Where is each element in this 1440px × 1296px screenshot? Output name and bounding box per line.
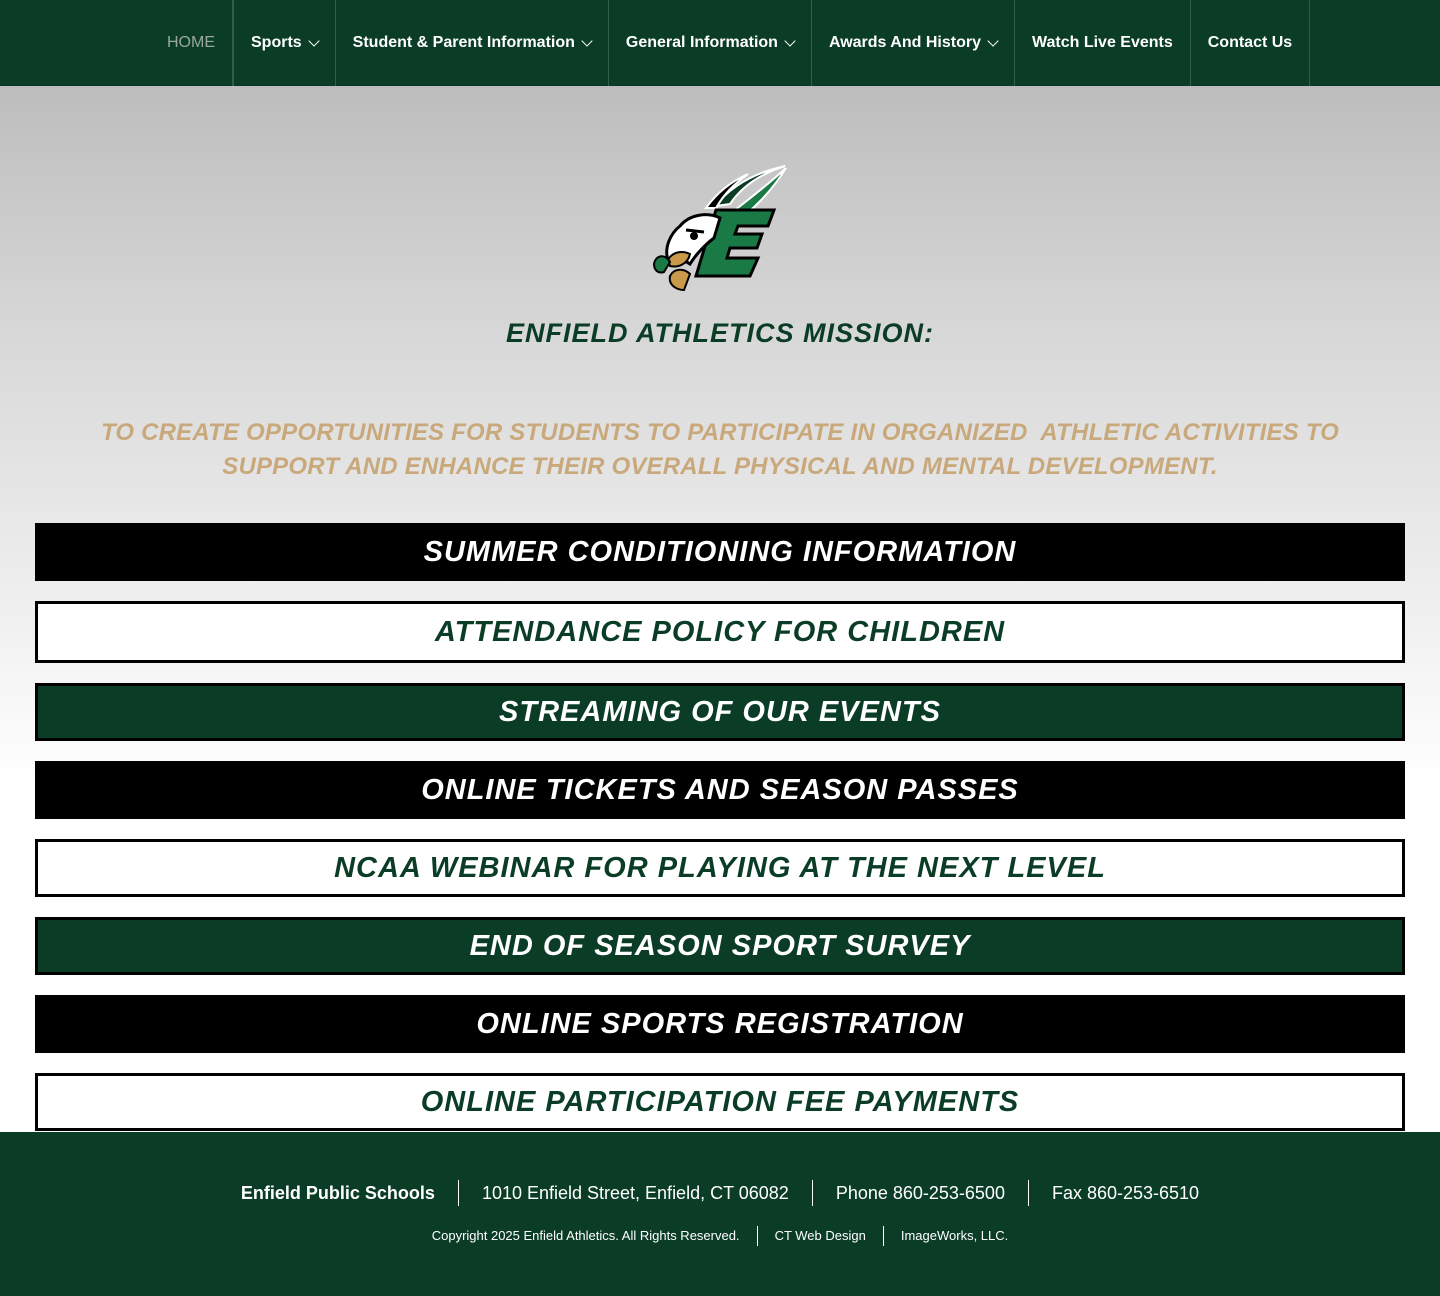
footer-link-imageworks[interactable]: ImageWorks, LLC. xyxy=(900,1228,1009,1243)
footer-link-ct-web-design[interactable]: CT Web Design xyxy=(758,1226,884,1246)
nav-item-label: Contact Us xyxy=(1207,34,1293,51)
nav-item-label: Sports xyxy=(251,34,302,51)
button-label: ONLINE TICKETS AND SEASON PASSES xyxy=(421,773,1019,806)
footer-address: 1010 Enfield Street, Enfield, CT 06082 xyxy=(459,1180,813,1206)
nav-item-label: Watch Live Events xyxy=(1031,34,1173,51)
summer-conditioning-button[interactable] xyxy=(35,523,1405,581)
nav-item-watch-live-events[interactable] xyxy=(1015,0,1191,86)
button-label: ONLINE SPORTS REGISTRATION xyxy=(476,1007,964,1040)
nav-item-label: Awards And History xyxy=(828,34,981,51)
chevron-down-icon xyxy=(308,35,319,46)
nav-item-awards-and-history[interactable] xyxy=(812,0,1015,86)
footer-org-name: Enfield Public Schools xyxy=(218,1180,459,1206)
button-label: ATTENDANCE POLICY FOR CHILDREN xyxy=(434,615,1006,648)
mission-statement xyxy=(40,416,1400,484)
attendance-policy-button[interactable] xyxy=(35,601,1405,663)
button-label: NCAA WEBINAR FOR PLAYING AT THE NEXT LEVEL xyxy=(334,851,1106,884)
footer-phone[interactable]: Phone 860-253-6500 xyxy=(813,1180,1029,1206)
top-navigation xyxy=(0,0,1440,86)
nav-item-sports[interactable] xyxy=(233,0,336,86)
footer-fax: Fax 860-253-6510 xyxy=(1051,1183,1200,1203)
nav-item-general-information[interactable] xyxy=(609,0,812,86)
streaming-events-button[interactable] xyxy=(35,683,1405,741)
footer-copyright: Copyright 2025 Enfield Athletics. All Rights Reserved. xyxy=(415,1226,758,1246)
nav-item-label: Student & Parent Information xyxy=(352,34,575,51)
chevron-down-icon xyxy=(987,35,998,46)
mission-line: TO CREATE OPPORTUNITIES FOR STUDENTS TO PARTICIPATE IN ORGANIZED ATHLETIC ACTIVITIES TO xyxy=(100,419,1340,446)
button-label: STREAMING OF OUR EVENTS xyxy=(499,695,941,728)
nav-item-label: General Information xyxy=(625,34,778,51)
mission-title: ENFIELD ATHLETICS MISSION: xyxy=(506,318,934,348)
site-footer xyxy=(0,1132,1440,1296)
ncaa-webinar-button[interactable] xyxy=(35,839,1405,897)
online-tickets-button[interactable] xyxy=(35,761,1405,819)
participation-fee-payments-button[interactable] xyxy=(35,1073,1405,1131)
nav-item-home[interactable] xyxy=(150,0,233,86)
footer-copyright-row xyxy=(0,1226,1440,1246)
nav-item-student-parent-information[interactable] xyxy=(336,0,609,86)
enfield-eagle-logo-icon xyxy=(650,164,790,298)
nav-item-contact-us[interactable] xyxy=(1191,0,1310,86)
button-label: END OF SEASON SPORT SURVEY xyxy=(469,929,971,962)
nav-list xyxy=(150,0,1310,86)
online-sports-registration-button[interactable] xyxy=(35,995,1405,1053)
mission-line: SUPPORT AND ENHANCE THEIR OVERALL PHYSICAL AND MENTAL DEVELOPMENT. xyxy=(222,453,1218,480)
nav-item-label: HOME xyxy=(167,34,215,51)
chevron-down-icon xyxy=(581,35,592,46)
end-of-season-survey-button[interactable] xyxy=(35,917,1405,975)
chevron-down-icon xyxy=(784,35,795,46)
footer-contact-row xyxy=(0,1180,1440,1206)
button-label: ONLINE PARTICIPATION FEE PAYMENTS xyxy=(420,1085,1020,1118)
button-label: SUMMER CONDITIONING INFORMATION xyxy=(423,535,1017,568)
